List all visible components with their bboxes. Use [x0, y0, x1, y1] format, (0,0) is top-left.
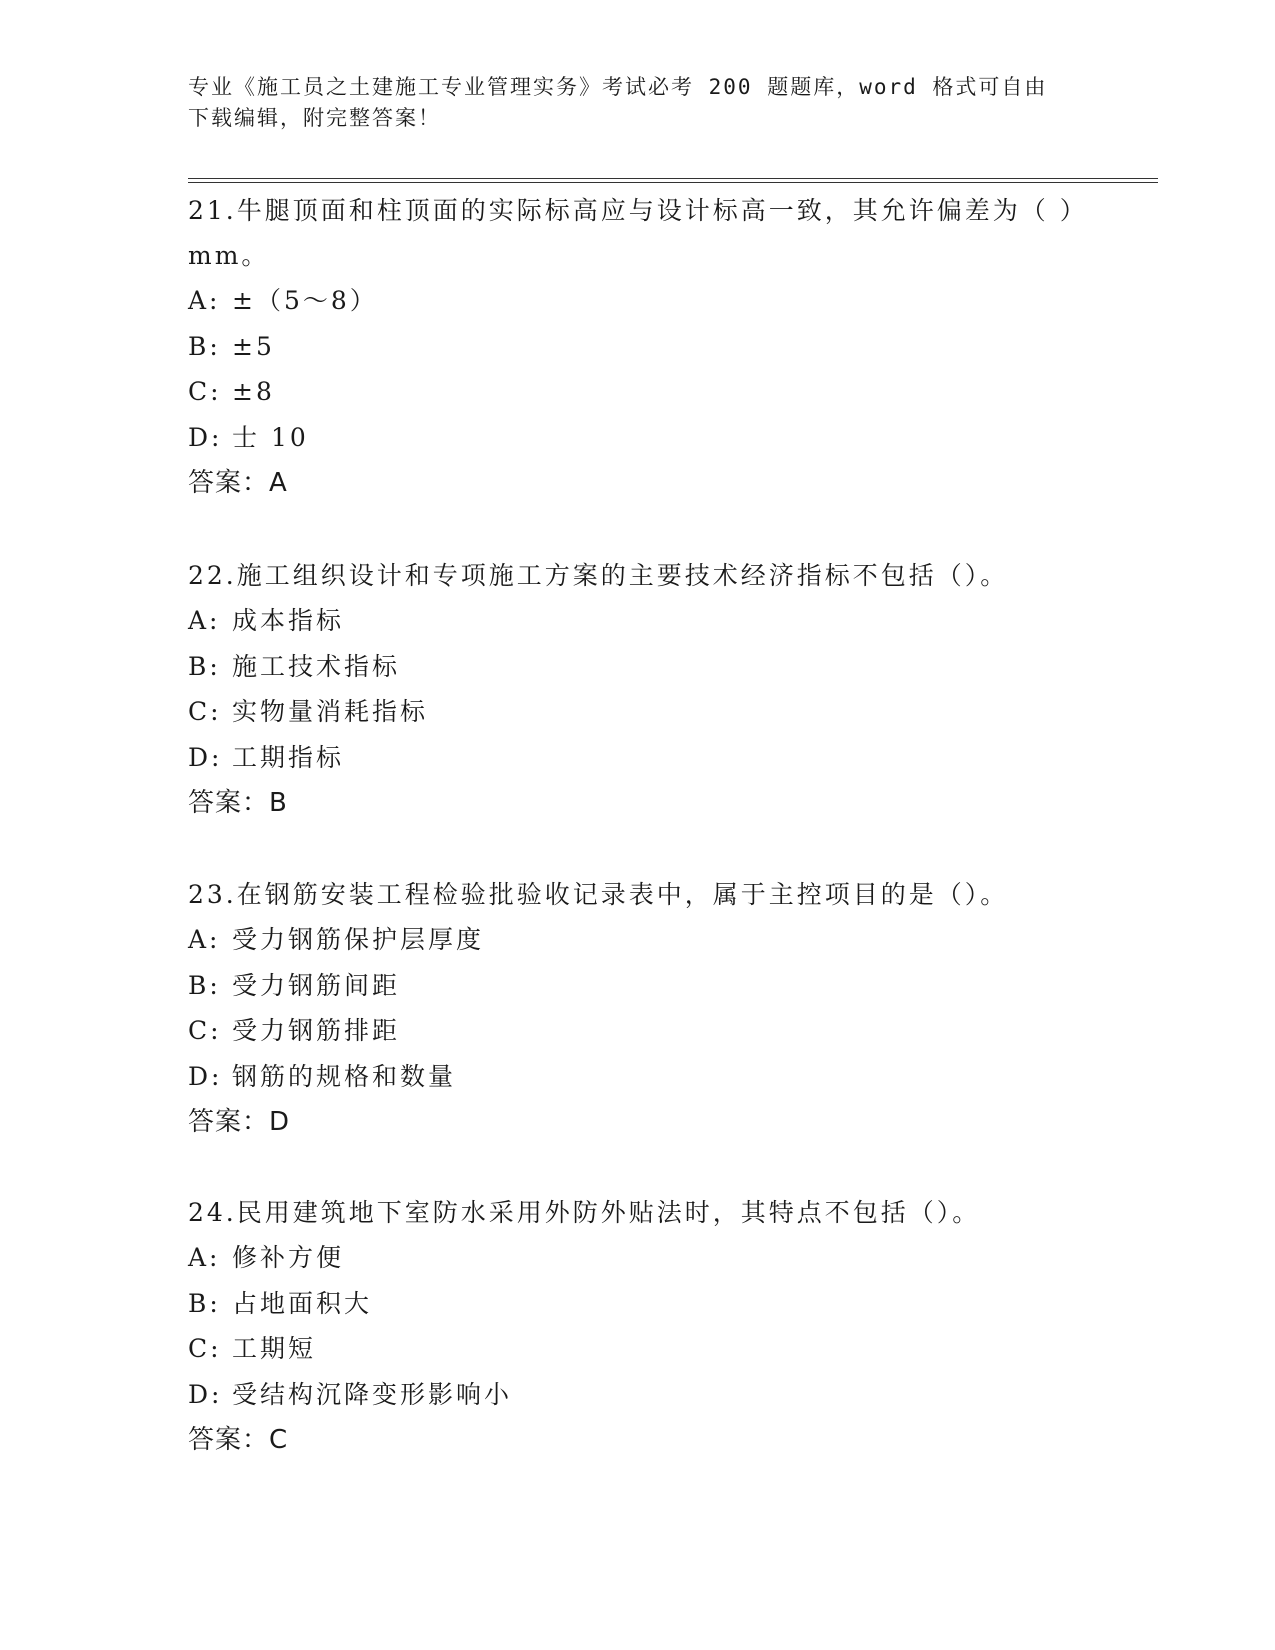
option-text: 受力钢筋排距 [232, 1016, 401, 1045]
option-text: ±（5～8） [232, 286, 378, 315]
option-text: 钢筋的规格和数量 [232, 1061, 457, 1091]
option-text: ±8 [232, 377, 275, 406]
option-letter: B: [188, 331, 221, 361]
option-letter: D: [188, 422, 223, 452]
option-text: 工期指标 [232, 742, 345, 772]
question-21 [188, 188, 1088, 506]
option-d [188, 735, 1088, 781]
question-stem: 22.施工组织设计和专项施工方案的主要技术经济指标不包括（）。 [188, 561, 1009, 590]
option-letter: A: [188, 925, 221, 954]
option-d [188, 415, 1088, 461]
option-text: 施工技术指标 [232, 651, 401, 681]
option-letter: C: [188, 377, 222, 406]
option-text: ±5 [232, 331, 275, 361]
document-intro: 专业《施工员之土建施工专业管理实务》考试必考 200 题题库，word 格式可自由下载编辑，附完整答案！ [188, 75, 1048, 130]
question-stem: 24.民用建筑地下室防水采用外防外贴法时，其特点不包括（）。 [188, 1198, 981, 1227]
option-a [188, 598, 1088, 644]
option-letter: B: [188, 651, 221, 681]
option-text: 成本指标 [232, 606, 345, 635]
option-letter: C: [188, 1334, 222, 1363]
option-letter: D: [188, 742, 223, 772]
option-text: 修补方便 [232, 1243, 345, 1272]
option-b [188, 324, 1088, 370]
option-letter: A: [188, 286, 221, 315]
option-text: 占地面积大 [232, 1288, 373, 1318]
option-letter: A: [188, 1243, 221, 1272]
option-c [188, 1326, 1088, 1372]
option-c [188, 369, 1088, 415]
option-text: 受力钢筋保护层厚度 [232, 925, 485, 954]
option-b [188, 963, 1088, 1009]
option-text: 士 10 [232, 422, 309, 452]
option-letter: B: [188, 1288, 221, 1318]
option-c [188, 689, 1088, 735]
option-b [188, 644, 1088, 690]
option-letter: B: [188, 970, 221, 1000]
option-text: 受结构沉降变形影响小 [232, 1379, 513, 1409]
answer-line: 答案：C [188, 1425, 289, 1455]
option-a [188, 1235, 1088, 1281]
option-a [188, 917, 1088, 963]
option-letter: D: [188, 1061, 223, 1091]
answer-line: 答案：B [188, 788, 288, 818]
header-divider-bottom [188, 182, 1158, 183]
option-a [188, 278, 1088, 324]
option-text: 工期短 [232, 1334, 317, 1363]
option-letter: A: [188, 606, 221, 635]
option-b [188, 1281, 1088, 1327]
option-letter: D: [188, 1379, 223, 1409]
option-c [188, 1008, 1088, 1054]
option-letter: C: [188, 697, 222, 726]
question-stem: 21.牛腿顶面和柱顶面的实际标高应与设计标高一致，其允许偏差为（ ）mm。 [188, 196, 1088, 270]
option-text: 受力钢筋间距 [232, 970, 401, 1000]
answer-line: 答案：A [188, 468, 288, 498]
question-22 [188, 553, 1088, 826]
question-23 [188, 872, 1088, 1145]
answer-line: 答案：D [188, 1107, 291, 1137]
option-d [188, 1372, 1088, 1418]
question-24 [188, 1190, 1088, 1463]
option-letter: C: [188, 1016, 222, 1045]
option-d [188, 1054, 1088, 1100]
question-stem: 23.在钢筋安装工程检验批验收记录表中，属于主控项目的是（）。 [188, 880, 1009, 909]
option-text: 实物量消耗指标 [232, 697, 429, 726]
header-divider-top [188, 178, 1158, 179]
